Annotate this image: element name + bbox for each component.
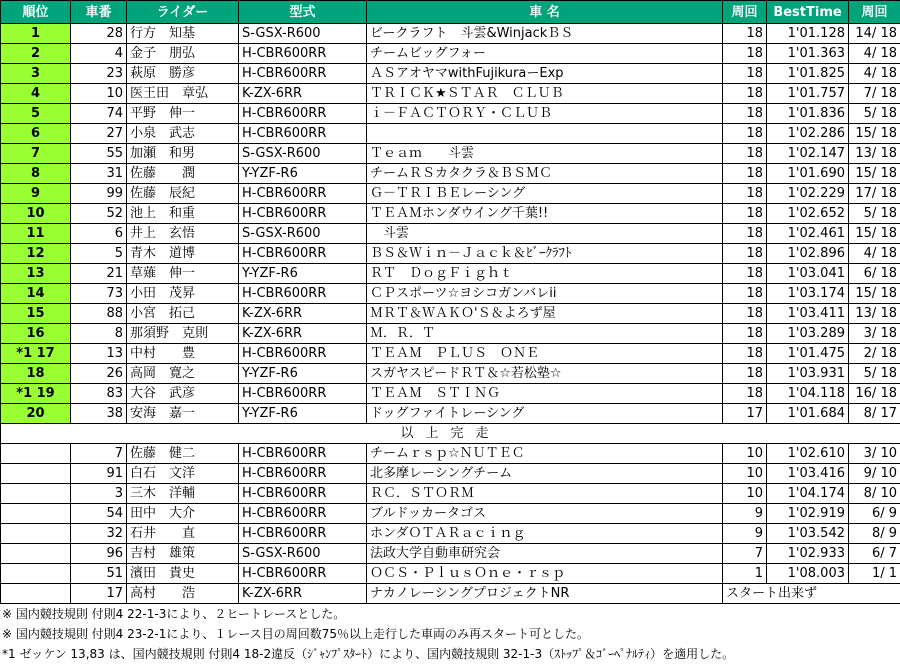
row-rider: 安海 嘉一 <box>127 404 239 424</box>
row-besttime: 1'03.174 <box>767 284 849 304</box>
row-position: 9 <box>1 184 71 204</box>
row-type: K-ZX-6RR <box>239 304 367 324</box>
row-team: 北多摩レーシングチーム <box>367 464 723 484</box>
dns-type: K-ZX-6RR <box>239 584 367 604</box>
row-laps: 9 <box>723 524 767 544</box>
row-bestlap: 16/ 18 <box>849 384 900 404</box>
row-position: 2 <box>1 44 71 64</box>
row-rider: 大谷 武彦 <box>127 384 239 404</box>
finisher-row <box>1 364 900 384</box>
row-bestlap: 13/ 18 <box>849 144 900 164</box>
row-type: H-CBR600RR <box>239 384 367 404</box>
row-bestlap: 17/ 18 <box>849 184 900 204</box>
row-team: チームｒｓｐ☆ＮＵＴＥＣ <box>367 444 723 464</box>
row-laps: 18 <box>723 364 767 384</box>
row-besttime: 1'02.896 <box>767 244 849 264</box>
row-number: 31 <box>71 164 127 184</box>
row-team: チームＲＳカタクラ＆ＢＳＭＣ <box>367 164 723 184</box>
notes <box>0 604 900 664</box>
dns-row <box>1 584 900 604</box>
row-rider: 加瀬 和男 <box>127 144 239 164</box>
nonfinisher-row <box>1 504 900 524</box>
row-position <box>1 464 71 484</box>
row-number: 38 <box>71 404 127 424</box>
row-rider: 萩原 勝彦 <box>127 64 239 84</box>
row-position: 6 <box>1 124 71 144</box>
row-bestlap: 4/ 18 <box>849 64 900 84</box>
row-laps: 18 <box>723 24 767 44</box>
row-besttime: 1'01.128 <box>767 24 849 44</box>
finish-separator: 以上完走 <box>1 424 900 444</box>
row-besttime: 1'01.684 <box>767 404 849 424</box>
row-bestlap: 6/ 18 <box>849 264 900 284</box>
row-laps: 18 <box>723 64 767 84</box>
row-bestlap: 8/ 17 <box>849 404 900 424</box>
row-bestlap: 2/ 18 <box>849 344 900 364</box>
row-number: 73 <box>71 284 127 304</box>
row-besttime: 1'03.411 <box>767 304 849 324</box>
row-bestlap: 6/ 7 <box>849 544 900 564</box>
row-besttime: 1'02.652 <box>767 204 849 224</box>
row-laps: 18 <box>723 164 767 184</box>
row-team: ビークラフト 斗雲&WinjackＢＳ <box>367 24 723 44</box>
row-bestlap: 5/ 18 <box>849 364 900 384</box>
row-rider: 三木 洋輔 <box>127 484 239 504</box>
row-team: ＭＲＴ＆ＷＡＫＯ'Ｓ＆よろず屋 <box>367 304 723 324</box>
row-laps: 18 <box>723 184 767 204</box>
finisher-row <box>1 164 900 184</box>
row-number: 10 <box>71 84 127 104</box>
row-rider: 小田 茂昇 <box>127 284 239 304</box>
row-laps: 10 <box>723 484 767 504</box>
row-laps: 18 <box>723 124 767 144</box>
row-besttime: 1'01.690 <box>767 164 849 184</box>
row-besttime: 1'04.174 <box>767 484 849 504</box>
row-type: H-CBR600RR <box>239 464 367 484</box>
row-position: 1 <box>1 24 71 44</box>
row-rider: 平野 伸一 <box>127 104 239 124</box>
row-position: 12 <box>1 244 71 264</box>
row-number: 28 <box>71 24 127 44</box>
row-position: *1 17 <box>1 344 71 364</box>
dns-rider: 高村 浩 <box>127 584 239 604</box>
row-number: 21 <box>71 264 127 284</box>
row-type: Y-YZF-R6 <box>239 164 367 184</box>
row-rider: 佐藤 辰紀 <box>127 184 239 204</box>
row-number: 99 <box>71 184 127 204</box>
col-position: 順位 <box>1 1 71 24</box>
row-besttime: 1'04.118 <box>767 384 849 404</box>
row-laps: 18 <box>723 304 767 324</box>
row-type: Y-YZF-R6 <box>239 404 367 424</box>
row-rider: 濱田 貴史 <box>127 564 239 584</box>
row-team: ＴＥＡＭ ＰＬＵＳ ＯＮＥ <box>367 344 723 364</box>
row-position: *1 19 <box>1 384 71 404</box>
row-number: 27 <box>71 124 127 144</box>
note-3: *1 ゼッケン 13,83 は、国内競技規則 付則4 18-2違反（ｼﾞｬﾝﾌﾟｽﾀｰﾄ）により、国内競技規則 32-1-3（ｽﾄｯﾌﾟ＆ｺﾞｰﾍﾟﾅﾙﾃｨ）を適用した。 <box>2 647 735 661</box>
row-besttime: 1'03.931 <box>767 364 849 384</box>
dns-number: 17 <box>71 584 127 604</box>
dns-pos <box>1 584 71 604</box>
row-rider: 医王田 章弘 <box>127 84 239 104</box>
row-type: H-CBR600RR <box>239 244 367 264</box>
row-rider: 青木 道博 <box>127 244 239 264</box>
row-team: チームビッグフォー <box>367 44 723 64</box>
row-number: 4 <box>71 44 127 64</box>
row-number: 6 <box>71 224 127 244</box>
row-rider: 池上 和重 <box>127 204 239 224</box>
row-team: スガヤスピードＲＴ＆☆若松塾☆ <box>367 364 723 384</box>
row-type: H-CBR600RR <box>239 484 367 504</box>
finisher-row <box>1 304 900 324</box>
row-laps: 18 <box>723 204 767 224</box>
row-number: 54 <box>71 504 127 524</box>
row-type: S-GSX-R600 <box>239 24 367 44</box>
row-laps: 7 <box>723 544 767 564</box>
row-type: H-CBR600RR <box>239 344 367 364</box>
row-team: ＯＣＳ・ＰｌｕｓＯｎｅ・ｒｓｐ <box>367 564 723 584</box>
row-number: 74 <box>71 104 127 124</box>
row-rider: 小泉 武志 <box>127 124 239 144</box>
row-laps: 18 <box>723 144 767 164</box>
row-position <box>1 544 71 564</box>
row-position <box>1 564 71 584</box>
row-type: K-ZX-6RR <box>239 84 367 104</box>
row-besttime: 1'01.825 <box>767 64 849 84</box>
row-team: ＢＳ＆Ｗｉｎ－Ｊａｃｋ＆ﾋﾞｰｸﾗﾌﾄ <box>367 244 723 264</box>
row-rider: 草薙 伸一 <box>127 264 239 284</box>
row-rider: 吉村 雄策 <box>127 544 239 564</box>
row-position <box>1 504 71 524</box>
row-rider: 白石 文洋 <box>127 464 239 484</box>
row-bestlap: 15/ 18 <box>849 224 900 244</box>
header-row <box>1 1 900 24</box>
nonfinishers-body <box>1 444 900 584</box>
row-team: ＲＴ ＤｏｇＦｉｇｈｔ <box>367 264 723 284</box>
row-laps: 1 <box>723 564 767 584</box>
row-laps: 18 <box>723 44 767 64</box>
row-position: 3 <box>1 64 71 84</box>
row-number: 5 <box>71 244 127 264</box>
row-bestlap: 15/ 18 <box>849 284 900 304</box>
row-number: 23 <box>71 64 127 84</box>
row-number: 91 <box>71 464 127 484</box>
finisher-row <box>1 324 900 344</box>
finisher-row <box>1 244 900 264</box>
row-type: S-GSX-R600 <box>239 224 367 244</box>
row-type: S-GSX-R600 <box>239 144 367 164</box>
row-number: 26 <box>71 364 127 384</box>
row-laps: 18 <box>723 84 767 104</box>
row-team: ＡＳアオヤマwithFujikuraーExp <box>367 64 723 84</box>
row-team: 斗雲 <box>367 224 723 244</box>
row-rider: 石井 直 <box>127 524 239 544</box>
row-besttime: 1'02.286 <box>767 124 849 144</box>
row-position: 14 <box>1 284 71 304</box>
separator-row <box>1 424 900 444</box>
note-2: ※ 国内競技規則 付則4 23-2-1により、１レース目の周回数75％以上走行した車両のみ再スタート可とした。 <box>2 627 590 641</box>
finisher-row <box>1 344 900 364</box>
row-type: H-CBR600RR <box>239 184 367 204</box>
finisher-row <box>1 284 900 304</box>
row-rider: 行方 知基 <box>127 24 239 44</box>
row-position: 10 <box>1 204 71 224</box>
row-team: Ｇ－ＴＲＩＢＥレーシング <box>367 184 723 204</box>
row-position <box>1 524 71 544</box>
row-besttime: 1'02.461 <box>767 224 849 244</box>
row-bestlap: 8/ 9 <box>849 524 900 544</box>
row-position: 11 <box>1 224 71 244</box>
row-team: Ｔｅａｍ 斗雲 <box>367 144 723 164</box>
row-number: 96 <box>71 544 127 564</box>
nonfinisher-row <box>1 484 900 504</box>
row-bestlap: 5/ 18 <box>849 204 900 224</box>
row-besttime: 1'01.836 <box>767 104 849 124</box>
row-team: 法政大学自動車研究会 <box>367 544 723 564</box>
row-position: 16 <box>1 324 71 344</box>
finisher-row <box>1 44 900 64</box>
finisher-row <box>1 204 900 224</box>
row-laps: 18 <box>723 344 767 364</box>
col-bestlap: 周回 <box>849 1 900 24</box>
row-bestlap: 4/ 18 <box>849 44 900 64</box>
finisher-row <box>1 144 900 164</box>
row-laps: 18 <box>723 104 767 124</box>
row-rider: 那須野 克則 <box>127 324 239 344</box>
row-type: S-GSX-R600 <box>239 544 367 564</box>
finishers-body <box>1 24 900 424</box>
row-besttime: 1'01.757 <box>767 84 849 104</box>
row-laps: 18 <box>723 244 767 264</box>
row-besttime: 1'02.933 <box>767 544 849 564</box>
row-number: 32 <box>71 524 127 544</box>
row-team <box>367 124 723 144</box>
row-number: 3 <box>71 484 127 504</box>
row-bestlap: 6/ 9 <box>849 504 900 524</box>
row-number: 8 <box>71 324 127 344</box>
row-position: 20 <box>1 404 71 424</box>
row-team: Ｍ．Ｒ．Ｔ <box>367 324 723 344</box>
row-number: 55 <box>71 144 127 164</box>
row-position <box>1 484 71 504</box>
finisher-row <box>1 24 900 44</box>
row-rider: 高岡 寛之 <box>127 364 239 384</box>
row-rider: 佐藤 潤 <box>127 164 239 184</box>
row-laps: 18 <box>723 264 767 284</box>
row-team: ＴＥＡＭホンダウイング千葉!! <box>367 204 723 224</box>
col-type: 型式 <box>239 1 367 24</box>
col-rider: ライダー <box>127 1 239 24</box>
row-type: H-CBR600RR <box>239 124 367 144</box>
row-bestlap: 14/ 18 <box>849 24 900 44</box>
finisher-row <box>1 404 900 424</box>
row-position: 4 <box>1 84 71 104</box>
row-team: ブルドッカータゴス <box>367 504 723 524</box>
row-rider: 中村 豊 <box>127 344 239 364</box>
col-team: 車 名 <box>367 1 723 24</box>
row-type: H-CBR600RR <box>239 564 367 584</box>
row-position: 13 <box>1 264 71 284</box>
row-team: ホンダＯＴＡＲａｃｉｎｇ <box>367 524 723 544</box>
finisher-row <box>1 224 900 244</box>
row-rider: 金子 朋弘 <box>127 44 239 64</box>
row-besttime: 1'02.229 <box>767 184 849 204</box>
row-besttime: 1'01.475 <box>767 344 849 364</box>
row-besttime: 1'03.289 <box>767 324 849 344</box>
finisher-row <box>1 384 900 404</box>
row-team: ＣＰスポーツ☆ヨシコガンバレii <box>367 284 723 304</box>
row-team: ＴＲＩＣＫ★ＳＴＡＲ ＣＬＵＢ <box>367 84 723 104</box>
row-team: ｉ－ＦＡＣＴＯＲＹ・ＣＬＵＢ <box>367 104 723 124</box>
row-laps: 18 <box>723 224 767 244</box>
row-number: 7 <box>71 444 127 464</box>
row-besttime: 1'01.363 <box>767 44 849 64</box>
row-position: 5 <box>1 104 71 124</box>
row-laps: 10 <box>723 464 767 484</box>
row-number: 51 <box>71 564 127 584</box>
row-type: H-CBR600RR <box>239 524 367 544</box>
row-bestlap: 3/ 18 <box>849 324 900 344</box>
finisher-row <box>1 64 900 84</box>
row-number: 52 <box>71 204 127 224</box>
finisher-row <box>1 264 900 284</box>
row-bestlap: 5/ 18 <box>849 104 900 124</box>
row-laps: 18 <box>723 284 767 304</box>
row-bestlap: 8/ 10 <box>849 484 900 504</box>
row-type: H-CBR600RR <box>239 284 367 304</box>
row-laps: 17 <box>723 404 767 424</box>
row-laps: 18 <box>723 384 767 404</box>
row-bestlap: 3/ 10 <box>849 444 900 464</box>
row-position <box>1 444 71 464</box>
row-laps: 9 <box>723 504 767 524</box>
row-laps: 10 <box>723 444 767 464</box>
row-type: Y-YZF-R6 <box>239 364 367 384</box>
finisher-row <box>1 104 900 124</box>
finisher-row <box>1 124 900 144</box>
row-bestlap: 1/ 1 <box>849 564 900 584</box>
row-besttime: 1'03.542 <box>767 524 849 544</box>
row-besttime: 1'03.416 <box>767 464 849 484</box>
row-type: H-CBR600RR <box>239 204 367 224</box>
col-laps: 周回 <box>723 1 767 24</box>
dns-status: スタート出来ず <box>723 584 900 604</box>
row-type: H-CBR600RR <box>239 504 367 524</box>
nonfinisher-row <box>1 444 900 464</box>
row-bestlap: 15/ 18 <box>849 164 900 184</box>
row-team: ＴＥＡＭ ＳＴＩＮＧ <box>367 384 723 404</box>
row-position: 18 <box>1 364 71 384</box>
row-number: 83 <box>71 384 127 404</box>
row-besttime: 1'02.147 <box>767 144 849 164</box>
row-position: 8 <box>1 164 71 184</box>
nonfinisher-row <box>1 464 900 484</box>
row-bestlap: 15/ 18 <box>849 124 900 144</box>
row-type: H-CBR600RR <box>239 44 367 64</box>
row-besttime: 1'02.610 <box>767 444 849 464</box>
dns-team: ナカノレーシングプロジェクトNR <box>367 584 723 604</box>
row-position: 15 <box>1 304 71 324</box>
row-type: H-CBR600RR <box>239 104 367 124</box>
row-bestlap: 9/ 10 <box>849 464 900 484</box>
nonfinisher-row <box>1 564 900 584</box>
finisher-row <box>1 84 900 104</box>
finisher-row <box>1 184 900 204</box>
row-besttime: 1'03.041 <box>767 264 849 284</box>
row-besttime: 1'02.919 <box>767 504 849 524</box>
row-type: H-CBR600RR <box>239 444 367 464</box>
nonfinisher-row <box>1 544 900 564</box>
row-rider: 井上 玄悟 <box>127 224 239 244</box>
row-type: Y-YZF-R6 <box>239 264 367 284</box>
row-bestlap: 13/ 18 <box>849 304 900 324</box>
row-rider: 佐藤 健二 <box>127 444 239 464</box>
row-number: 88 <box>71 304 127 324</box>
row-team: ＲＣ．ＳＴＯＲＭ <box>367 484 723 504</box>
row-besttime: 1'08.003 <box>767 564 849 584</box>
row-rider: 田中 大介 <box>127 504 239 524</box>
row-type: K-ZX-6RR <box>239 324 367 344</box>
row-bestlap: 7/ 18 <box>849 84 900 104</box>
row-laps: 18 <box>723 324 767 344</box>
note-1: ※ 国内競技規則 付則4 22-1-3により、２ヒートレースとした。 <box>2 607 346 621</box>
row-position: 7 <box>1 144 71 164</box>
row-number: 13 <box>71 344 127 364</box>
col-number: 車番 <box>71 1 127 24</box>
row-bestlap: 4/ 18 <box>849 244 900 264</box>
row-type: H-CBR600RR <box>239 64 367 84</box>
col-besttime: BestTime <box>767 1 849 24</box>
nonfinisher-row <box>1 524 900 544</box>
row-rider: 小宮 拓己 <box>127 304 239 324</box>
row-team: ドッグファイトレーシング <box>367 404 723 424</box>
